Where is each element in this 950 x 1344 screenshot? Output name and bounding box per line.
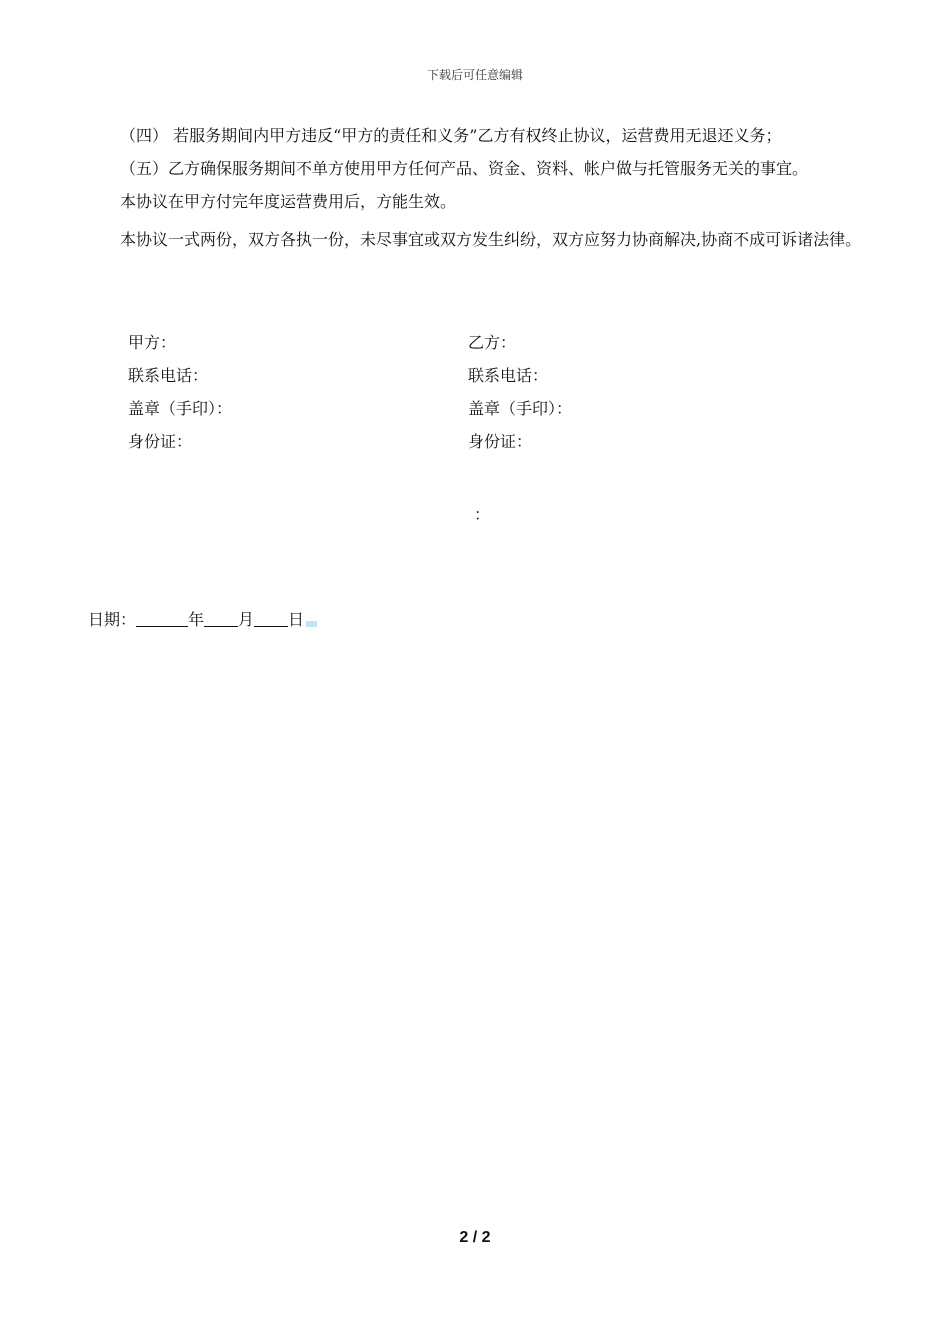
effective-clause: 本协议在甲方付完年度运营费用后，方能生效。: [120, 192, 457, 211]
page-header: 下载后可任意编辑: [426, 68, 523, 82]
party-a-seal-label: 盖章（手印）：: [128, 399, 233, 418]
party-a-id-label: 身份证：: [128, 432, 193, 451]
clause-five: （五）乙方确保服务期间不单方使用甲方任何产品、资金、资料、帐户做与托管服务无关的事宜。: [120, 159, 809, 178]
month-blank: [204, 610, 238, 627]
party-b-label: 乙方：: [468, 333, 517, 352]
date-line: [88, 609, 317, 631]
stray-colon: ：: [474, 505, 491, 524]
page-number: 2 / 2: [459, 1229, 491, 1246]
date-label: 日期：: [88, 610, 137, 629]
party-a-phone-label: 联系电话：: [128, 366, 209, 385]
party-a-label: 甲方：: [128, 333, 177, 352]
clause-four: （四） 若服务期间内甲方违反“甲方的责任和义务”乙方有权终止协议，运营费用无退还义务；: [120, 126, 782, 145]
month-label: 月: [238, 610, 255, 629]
year-blank: [136, 610, 188, 627]
party-b-seal-label: 盖章（手印）：: [468, 399, 573, 418]
party-b-id-label: 身份证：: [468, 432, 533, 451]
copies-clause: 本协议一式两份，双方各执一份，未尽事宜或双方发生纠纷，双方应努力协商解决,协商不成可诉诸法律。: [120, 230, 862, 249]
text-cursor-mark: [306, 621, 317, 627]
party-b-phone-label: 联系电话：: [468, 366, 549, 385]
year-label: 年: [188, 610, 205, 629]
day-label: 日: [288, 610, 305, 629]
day-blank: [254, 610, 288, 627]
